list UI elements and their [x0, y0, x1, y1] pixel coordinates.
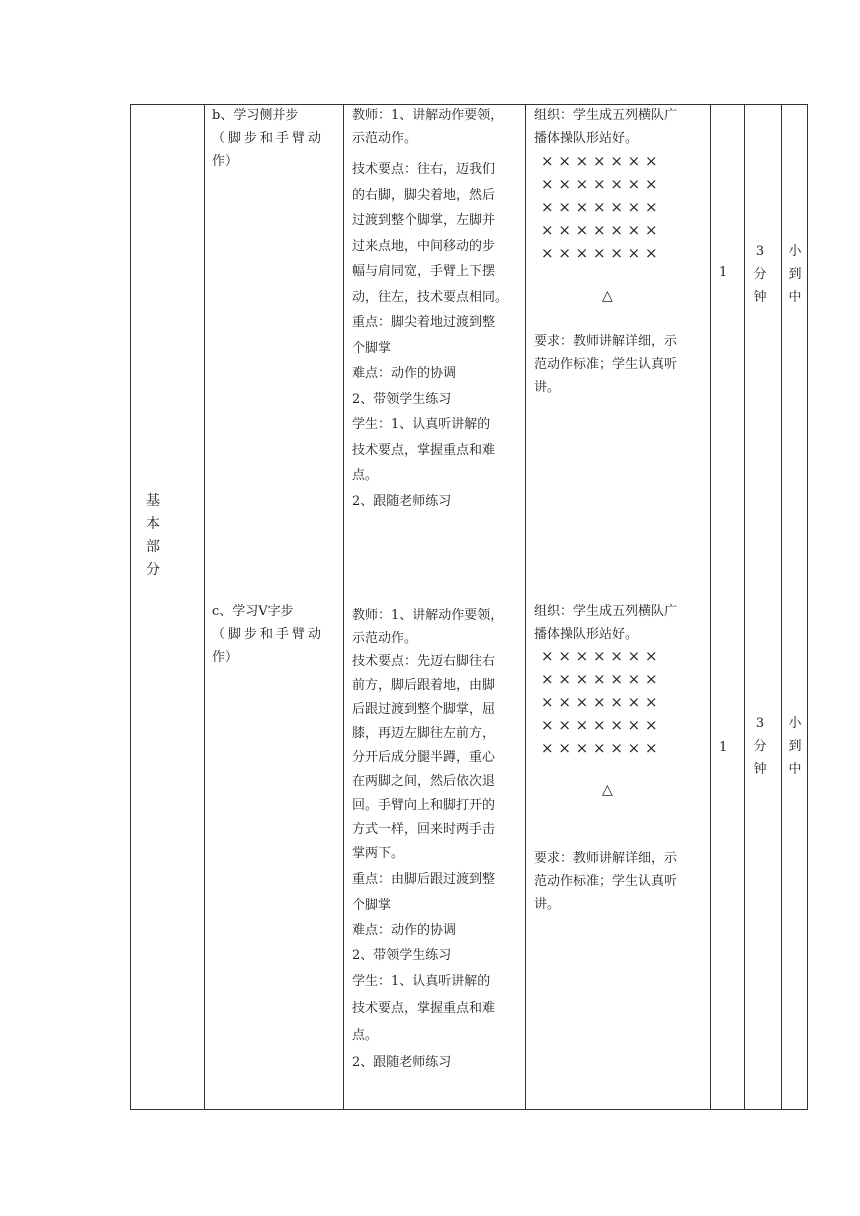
method-line: 重点：脚尖着地过渡到整 — [352, 315, 496, 330]
req-line: 范动作标准；学生认真听 — [534, 874, 678, 889]
org-line: 组织：学生成五列横队广 — [534, 604, 678, 619]
col-border-3 — [525, 104, 526, 1110]
method-line: 点。 — [352, 1028, 379, 1043]
section-label-char: 本 — [146, 516, 160, 532]
formation-row: × × × × × × × — [541, 670, 658, 688]
row1-organization — [534, 104, 709, 150]
req-line: 要求：教师讲解详细，示 — [534, 334, 678, 349]
method-line: 示范动作。 — [352, 631, 418, 646]
req-line: 要求：教师讲解详细，示 — [534, 851, 678, 866]
content-line: b、学习侧并步 — [212, 108, 299, 123]
content-line: c、学习Ⅴ字步 — [212, 604, 294, 619]
row2-time — [752, 712, 768, 781]
section-label-char: 分 — [146, 562, 160, 578]
method-line: 回。手臂向上和脚打开的 — [352, 798, 496, 813]
method-line: 个脚掌 — [352, 898, 392, 913]
time-char: 3 — [755, 716, 765, 731]
row1-time — [752, 240, 768, 309]
row1-intensity — [787, 240, 803, 309]
row1-content — [212, 104, 340, 173]
row1-method — [352, 104, 524, 514]
row1-count: 1 — [719, 265, 728, 280]
method-line: 方式一样，回来时两手击 — [352, 822, 496, 837]
col-border-0 — [130, 104, 131, 1110]
method-line: 2、跟随老师练习 — [352, 1055, 452, 1070]
method-line: 技术要点：往右，迈我们 — [352, 162, 496, 177]
org-line: 组织：学生成五列横队广 — [534, 108, 678, 123]
method-line: 分开后成分腿半蹲，重心 — [352, 750, 496, 765]
method-line: 技术要点，掌握重点和难 — [352, 1001, 496, 1016]
method-line: 教师：1、讲解动作要领， — [352, 608, 504, 623]
col-border-1 — [204, 104, 205, 1110]
method-line: 后跟过渡到整个脚掌，屈 — [352, 702, 496, 717]
section-label — [141, 490, 165, 582]
method-line: 个脚掌 — [352, 340, 392, 356]
row2-intensity — [787, 712, 803, 781]
col-border-6 — [781, 104, 782, 1110]
formation-row: × × × × × × × — [541, 716, 658, 734]
method-line: 教师：1、讲解动作要领， — [352, 108, 504, 123]
table-bottom-border — [130, 1109, 808, 1110]
formation-row: × × × × × × × — [541, 739, 658, 757]
intensity-char: 到 — [788, 267, 802, 282]
col-border-4 — [710, 104, 711, 1110]
intensity-char: 到 — [788, 739, 802, 754]
method-line: 难点：动作的协调 — [352, 923, 457, 938]
formation-row: × × × × × × × — [541, 244, 658, 262]
org-line: 播体操队形站好。 — [534, 131, 639, 146]
content-line: （脚步和手臂动 — [212, 131, 325, 146]
org-line: 播体操队形站好。 — [534, 627, 639, 642]
method-line: 2、带领学生练习 — [352, 391, 452, 407]
time-char: 分 — [753, 267, 767, 282]
col-border-5 — [744, 104, 745, 1110]
row2-method — [352, 604, 524, 1076]
intensity-char: 中 — [788, 290, 802, 305]
formation-row: × × × × × × × — [541, 647, 658, 665]
row2-organization — [534, 600, 709, 646]
method-line: 膝，再迈左脚往左前方， — [352, 726, 496, 741]
time-char: 钟 — [753, 762, 767, 777]
row2-requirement — [534, 847, 709, 916]
formation-row: × × × × × × × — [541, 198, 658, 216]
method-line: 在两脚之间，然后依次退 — [352, 774, 496, 789]
teacher-position-icon: △ — [602, 288, 613, 304]
method-line: 幅与肩同宽，手臂上下摆 — [352, 264, 496, 279]
intensity-char: 小 — [788, 716, 802, 731]
method-line: 的右脚，脚尖着地，然后 — [352, 187, 496, 203]
time-char: 分 — [753, 739, 767, 754]
method-line: 前方，脚后跟着地，由脚 — [352, 678, 496, 693]
formation-row: × × × × × × × — [541, 175, 658, 193]
content-line: 作） — [212, 650, 239, 665]
time-char: 3 — [755, 244, 765, 259]
content-line: 作） — [212, 154, 239, 169]
method-line: 重点：由脚后跟过渡到整 — [352, 872, 496, 887]
method-line: 2、跟随老师练习 — [352, 493, 452, 509]
req-line: 讲。 — [534, 380, 561, 395]
method-line: 学生：1、认真听讲解的 — [352, 417, 491, 432]
method-line: 技术要点，掌握重点和难 — [352, 442, 496, 458]
col-border-7 — [807, 104, 808, 1110]
section-label-char: 部 — [146, 539, 160, 555]
method-line: 过来点地，中间移动的步 — [352, 238, 496, 254]
row1-requirement — [534, 330, 709, 399]
method-line: 示范动作。 — [352, 131, 418, 146]
row2-content — [212, 600, 340, 669]
formation-row: × × × × × × × — [541, 152, 658, 170]
section-label-char: 基 — [146, 493, 160, 509]
intensity-char: 中 — [788, 762, 802, 777]
method-line: 动，往左，技术要点相同。 — [352, 289, 509, 305]
method-line: 过渡到整个脚掌，左脚并 — [352, 213, 496, 228]
intensity-char: 小 — [788, 244, 802, 259]
row2-count: 1 — [719, 740, 728, 755]
formation-row: × × × × × × × — [541, 693, 658, 711]
col-border-2 — [343, 104, 344, 1110]
time-char: 钟 — [753, 290, 767, 305]
teacher-position-icon: △ — [602, 782, 613, 798]
formation-row: × × × × × × × — [541, 221, 658, 239]
req-line: 范动作标准；学生认真听 — [534, 357, 678, 372]
method-line: 2、带领学生练习 — [352, 948, 452, 963]
method-line: 技术要点：先迈右脚往右 — [352, 654, 496, 669]
method-line: 难点：动作的协调 — [352, 366, 457, 381]
method-line: 学生：1、认真听讲解的 — [352, 974, 491, 989]
method-line: 掌两下。 — [352, 846, 405, 861]
method-line: 点。 — [352, 468, 379, 483]
content-line: （脚步和手臂动 — [212, 627, 325, 642]
req-line: 讲。 — [534, 897, 561, 912]
